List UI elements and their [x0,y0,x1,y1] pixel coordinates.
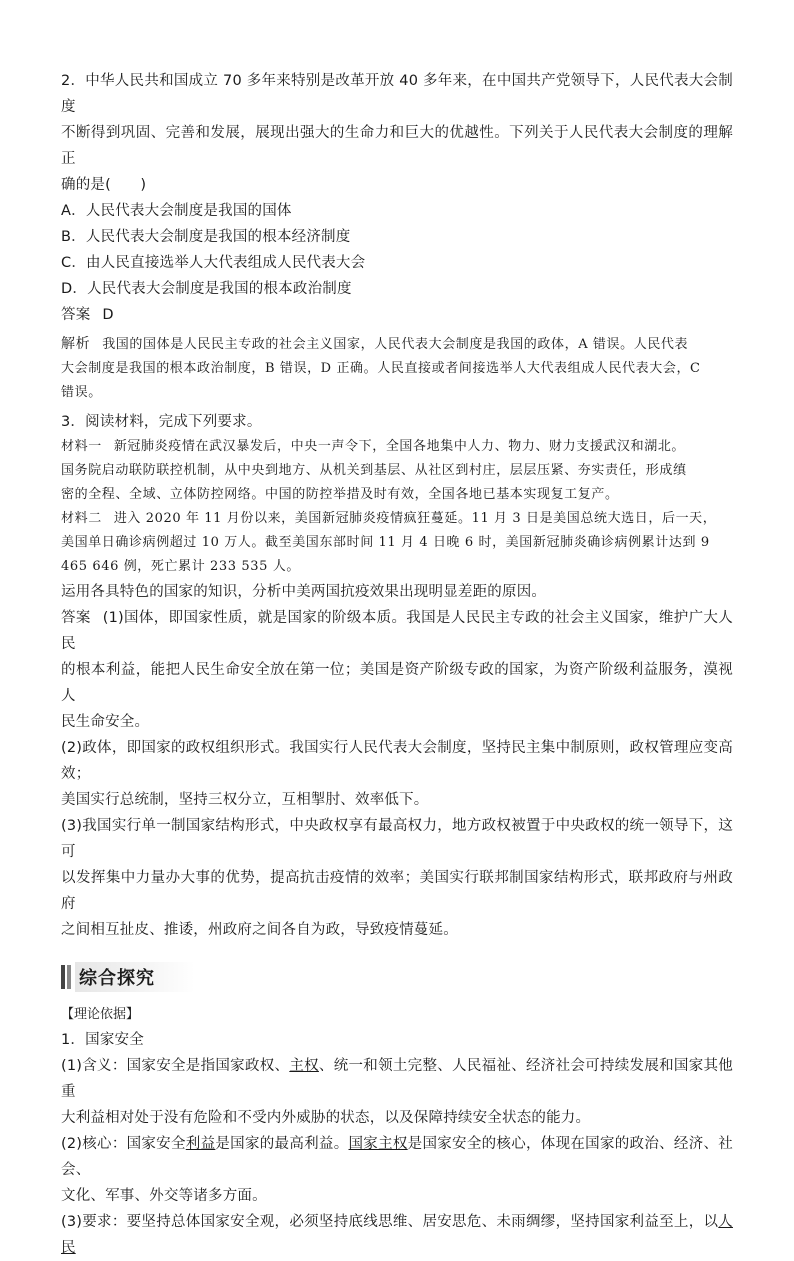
content-2-underlined-2: 国家主权 [348,1136,408,1152]
q2-option-d: D．人民代表大会制度是我国的根本政治制度 [61,281,352,297]
q3-material-1-label: 材料一 [61,439,102,454]
q2-analysis-line-3: 错误。 [61,385,102,400]
q2-option-a: A．人民代表大会制度是我国的国体 [61,203,292,219]
content-2-mid: 是国家的最高利益。 [215,1136,349,1152]
content-2-pre: (2)核心：国家安全 [61,1136,186,1152]
q3-answer-3-line-1: (3)我国实行单一制国家结构形式，中央政权享有最高权力，地方政权被置于中央政权的统一领导下，这可 [61,818,733,860]
content-1-underlined: 主权 [289,1058,319,1074]
document-page [61,68,733,1261]
q2-stem-line-1: 2．中华人民共和国成立 70 多年来特别是改革开放 40 多年来，在中国共产党领导下，人民代表大会制度 [61,73,733,115]
q3-answer-1-line-1 [61,605,733,657]
q2-answer-value: D [102,307,114,323]
theory-basis-heading: 【理论依据】 [61,1007,140,1022]
content-1-post: 、统一和领土完整、人民福祉、经济社会可持续发展和国家其他重 [61,1058,733,1100]
content-2-post: 是国家安全的核心，体现在国家的政治、经济、社会、 [61,1136,733,1178]
q2-stem-line-3: 确的是( ) [61,177,147,193]
q2-option-b: B．人民代表大会制度是我国的根本经济制度 [61,229,351,245]
q3-material-2-line-2: 美国单日确诊病例超过 10 万人。截至美国东部时间 11 月 4 日晚 6 时，美国新冠肺炎确诊病例累计达到 9 [61,535,710,550]
q2-analysis-label: 解析 [61,336,91,352]
content-2-line-2: 文化、军事、外交等诸多方面。 [61,1188,267,1204]
section-marker-secondary [67,965,71,989]
q3-answer-1-text-1: (1)国体，即国家性质，就是国家的阶级本质。我国是人民民主专政的社会主义国家，维护广大人民 [61,610,733,652]
content-3-pre: (3)要求：要坚持总体国家安全观，必须坚持底线思维、居安思危、未雨绸缪，坚持国家利益至上，以 [61,1214,719,1230]
q3-material-2-label: 材料二 [61,511,102,526]
q3-material-1-line-3: 密的全程、全域、立体防控网络。中国的防控举措及时有效，全国各地已基本实现复工复产。 [61,487,619,502]
q3-answer-2-line-2: 美国实行总统制，坚持三权分立，互相掣肘、效率低下。 [61,792,429,808]
q3-answer-2-line-1: (2)政体，即国家的政权组织形式。我国实行人民代表大会制度，坚持民主集中制原则，政权管理应变高效； [61,740,733,782]
content-3-underlined: 人民 [61,1214,733,1256]
content-1-pre: (1)含义：国家安全是指国家政权、 [61,1058,290,1074]
q2-analysis-line-1 [61,332,733,357]
content-1-line-1 [61,1053,733,1105]
q3-material-2-text-1: 进入 2020 年 11 月份以来，美国新冠肺炎疫情疯狂蔓延。11 月 3 日是美国总统大选日，后一天， [113,511,717,526]
q2-answer-label: 答案 [61,307,91,323]
q3-material-1-text-1: 新冠肺炎疫情在武汉暴发后，中央一声令下，全国各地集中人力、物力、财力支援武汉和湖北。 [113,439,686,454]
q2-option-c: C．由人民直接选举人大代表组成人民代表大会 [61,255,366,271]
section-marker [61,965,65,989]
content-2-line-1 [61,1131,733,1183]
section-title: 综合探究 [75,962,195,992]
q3-answer-1-line-2: 的根本利益，能把人民生命安全放在第一位；美国是资产阶级专政的国家，为资产阶级利益服务，漠视人 [61,662,733,704]
q3-material-2-line-3: 465 646 例，死亡累计 233 535 人。 [61,559,300,574]
item-1-heading: 1．国家安全 [61,1032,144,1048]
content-1-line-2: 大利益相对处于没有危险和不受内外威胁的状态，以及保障持续安全状态的能力。 [61,1110,591,1126]
content-2-underlined-1: 利益 [185,1136,216,1152]
q3-material-1-line-1 [61,435,733,459]
q3-answer-3-line-3: 之间相互扯皮、推诿，州政府之间各自为政，导致疫情蔓延。 [61,922,458,938]
q3-answer-label: 答案 [61,610,91,626]
q2-stem-line-2: 不断得到巩固、完善和发展，展现出强大的生命力和巨大的优越性。下列关于人民代表大会制度的理解正 [61,125,733,167]
content-3-line-1 [61,1209,733,1261]
q3-material-2-line-1 [61,507,733,531]
q3-task: 运用各具特色的国家的知识，分析中美两国抗疫效果出现明显差距的原因。 [61,584,547,600]
q3-answer-3-line-2: 以发挥集中力量办大事的优势，提高抗击疫情的效率；美国实行联邦制国家结构形式，联邦政府与州政府 [61,870,733,912]
section-header [61,961,733,993]
q2-analysis-line-2: 大会制度是我国的根本政治制度，B 错误，D 正确。人民直接或者间接选举人大代表组成人民代表大会，C [61,361,701,376]
q2-analysis-text-1: 我国的国体是人民民主专政的社会主义国家，人民代表大会制度是我国的政体，A 错误。人民代表 [102,337,689,352]
q3-stem: 3．阅读材料，完成下列要求。 [61,414,262,430]
q3-material-1-line-2: 国务院启动联防联控机制，从中央到地方、从机关到基层、从社区到村庄，层层压紧、夯实责任，形成缜 [61,463,687,478]
q3-answer-1-line-3: 民生命安全。 [61,714,150,730]
q2-answer [61,302,733,328]
